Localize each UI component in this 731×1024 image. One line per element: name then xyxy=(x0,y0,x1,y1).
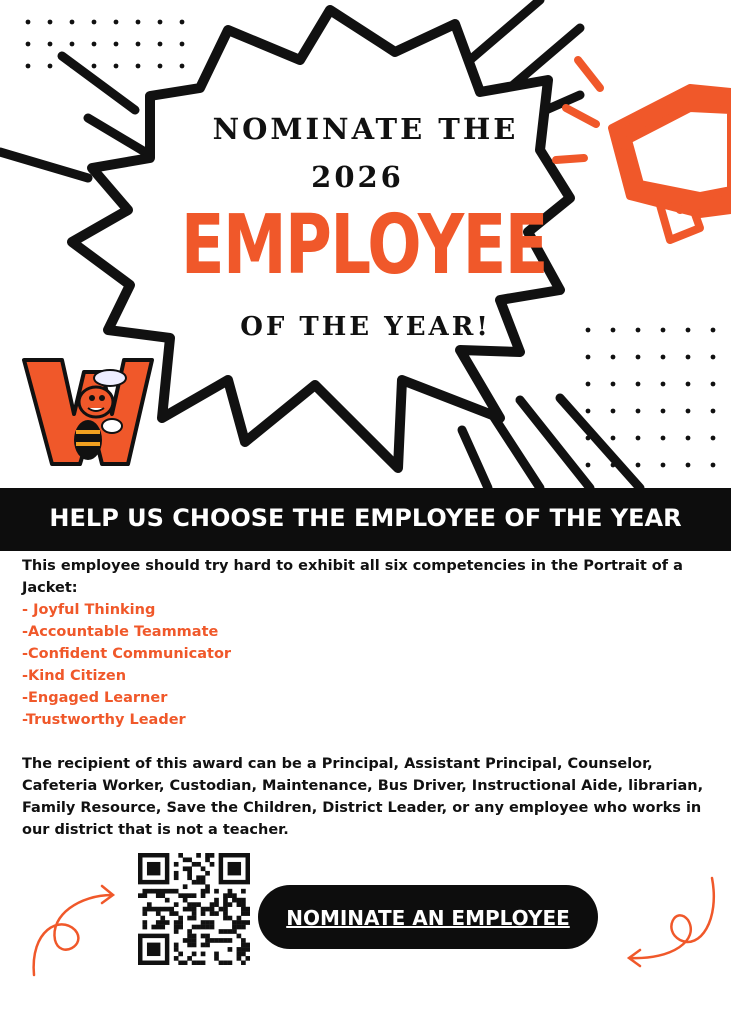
recipient-text: The recipient of this award can be a Principal, Assistant Principal, Counselor, Cafeteria Worker, Custodian, Maintenance, Bus Driver, Instructional Aide, librarian, Family Resource, Save the Children, District Leader, or any employee who works in our district that is not a teacher. xyxy=(22,756,704,838)
competency-item: -Accountable Teammate xyxy=(22,624,219,640)
headline-employee: EMPLOYEE xyxy=(180,198,547,293)
headline-line-1: NOMINATE THE xyxy=(212,112,519,146)
competency-item: -Kind Citizen xyxy=(22,668,127,684)
intro-text: This employee should try hard to exhibit all six competencies in the Portrait of a Jacket: xyxy=(22,558,683,596)
headline-line-4: OF THE YEAR! xyxy=(240,312,491,342)
competency-item: - Joyful Thinking xyxy=(22,602,156,618)
banner-text: HELP US CHOOSE THE EMPLOYEE OF THE YEAR xyxy=(49,504,682,532)
competency-item: -Engaged Learner xyxy=(22,690,168,706)
header-banner xyxy=(0,488,731,551)
qr-code-icon[interactable] xyxy=(138,853,250,965)
competencies-list xyxy=(22,599,231,731)
curly-arrow-left-icon xyxy=(34,886,113,975)
nominate-button[interactable] xyxy=(258,885,598,949)
competency-item: -Confident Communicator xyxy=(22,646,232,662)
headline-year: 2026 xyxy=(311,160,404,194)
competency-item: -Trustworthy Leader xyxy=(22,712,186,728)
nominate-button-label[interactable]: NOMINATE AN EMPLOYEE xyxy=(286,906,570,930)
curly-arrow-right-icon xyxy=(629,878,714,966)
dot-pattern-top-left xyxy=(26,20,185,69)
yellow-jacket-logo xyxy=(22,352,154,470)
